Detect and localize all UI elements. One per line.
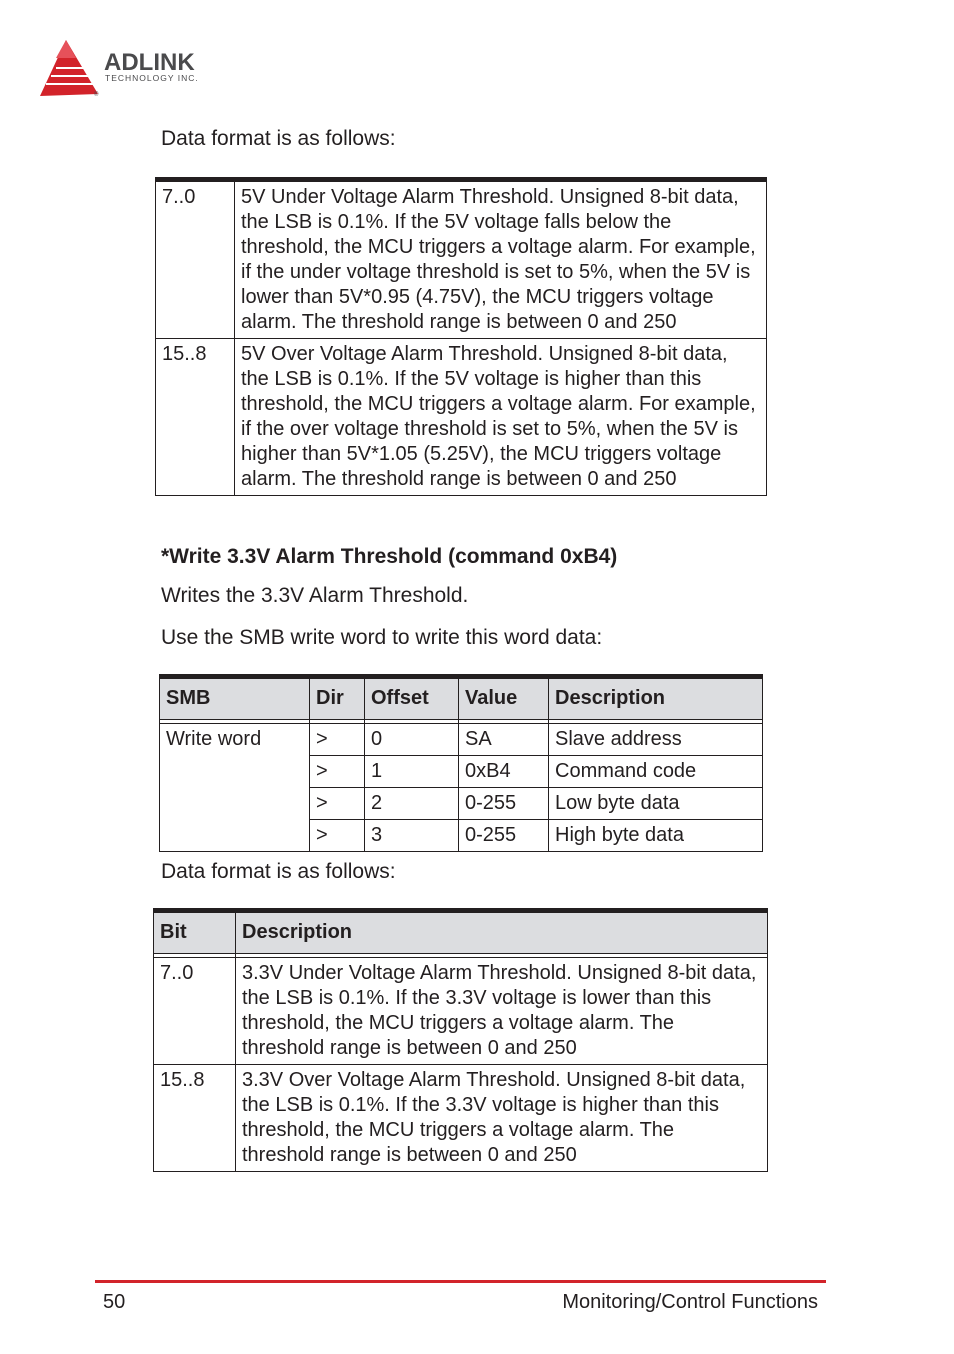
footer-divider: [95, 1280, 826, 1283]
description-cell: 5V Under Voltage Alarm Threshold. Unsigned 8-bit data, the LSB is 0.1%. If the 5V voltage falls below the threshold, the MCU triggers a voltage alarm. For example, if the under voltage threshold is set to 5%, when the 5V is lower than 5V*0.95 (4.75V), the MCU triggers voltage alarm. The threshold range is between 0 and 250: [235, 180, 767, 339]
column-header-smb: SMB: [160, 677, 310, 720]
voltage-5v-table: [155, 177, 767, 496]
bit-cell: 7..0: [156, 180, 235, 339]
voltage-3v3-table: [153, 908, 768, 1172]
column-header-bit: Bit: [154, 911, 236, 954]
description-cell: 3.3V Under Voltage Alarm Threshold. Unsigned 8-bit data, the LSB is 0.1%. If the 3.3V voltage is lower than this threshold, the MCU triggers a voltage alarm. The threshold range is between 0 and 250: [236, 958, 768, 1065]
table-row: [160, 724, 763, 756]
column-header-description: Description: [236, 911, 768, 954]
column-header-description: Description: [549, 677, 763, 720]
value-cell: SA: [459, 724, 549, 756]
bit-cell: 7..0: [154, 958, 236, 1065]
intro-text-2: Data format is as follows:: [161, 860, 396, 883]
offset-cell: 3: [365, 820, 459, 852]
table-header-row: [160, 677, 763, 720]
svg-text:®: ®: [94, 92, 99, 98]
dir-cell: >: [310, 820, 365, 852]
section-heading: *Write 3.3V Alarm Threshold (command 0xB4): [161, 545, 618, 568]
bit-cell: 15..8: [156, 339, 235, 496]
description-cell: Slave address: [549, 724, 763, 756]
bit-cell: 15..8: [154, 1065, 236, 1172]
page-number: 50: [103, 1291, 126, 1313]
description-cell: High byte data: [549, 820, 763, 852]
adlink-logo: [38, 38, 238, 98]
chapter-title: Monitoring/Control Functions: [562, 1291, 818, 1313]
offset-cell: 2: [365, 788, 459, 820]
value-cell: 0xB4: [459, 756, 549, 788]
table-row: [154, 958, 768, 1065]
logo-subtext: TECHNOLOGY INC.: [105, 73, 199, 83]
value-cell: 0-255: [459, 788, 549, 820]
dir-cell: >: [310, 756, 365, 788]
description-cell: 3.3V Over Voltage Alarm Threshold. Unsigned 8-bit data, the LSB is 0.1%. If the 3.3V voltage is higher than this threshold, the MCU triggers a voltage alarm. The threshold range is between 0 and 250: [236, 1065, 768, 1172]
section-paragraph-2: Use the SMB write word to write this word data:: [161, 626, 603, 649]
column-header-value: Value: [459, 677, 549, 720]
description-cell: 5V Over Voltage Alarm Threshold. Unsigned 8-bit data, the LSB is 0.1%. If the 5V voltage is higher than this threshold, the MCU triggers a voltage alarm. For example, if the over voltage threshold is set to 5%, when the 5V is higher than 5V*1.05 (5.25V), the MCU triggers voltage alarm. The threshold range is between 0 and 250: [235, 339, 767, 496]
column-header-dir: Dir: [310, 677, 365, 720]
section-paragraph-1: Writes the 3.3V Alarm Threshold.: [161, 584, 469, 607]
column-header-offset: Offset: [365, 677, 459, 720]
description-cell: Low byte data: [549, 788, 763, 820]
table-row: [156, 339, 767, 496]
value-cell: 0-255: [459, 820, 549, 852]
offset-cell: 1: [365, 756, 459, 788]
smb-cell: Write word: [160, 724, 310, 852]
logo-wordmark: ADLINK: [104, 49, 195, 76]
table-header-row: [154, 911, 768, 954]
intro-text-1: Data format is as follows:: [161, 127, 396, 150]
table-row: [154, 1065, 768, 1172]
offset-cell: 0: [365, 724, 459, 756]
table-row: [156, 180, 767, 339]
description-cell: Command code: [549, 756, 763, 788]
dir-cell: >: [310, 788, 365, 820]
smb-command-table: [159, 674, 763, 852]
dir-cell: >: [310, 724, 365, 756]
